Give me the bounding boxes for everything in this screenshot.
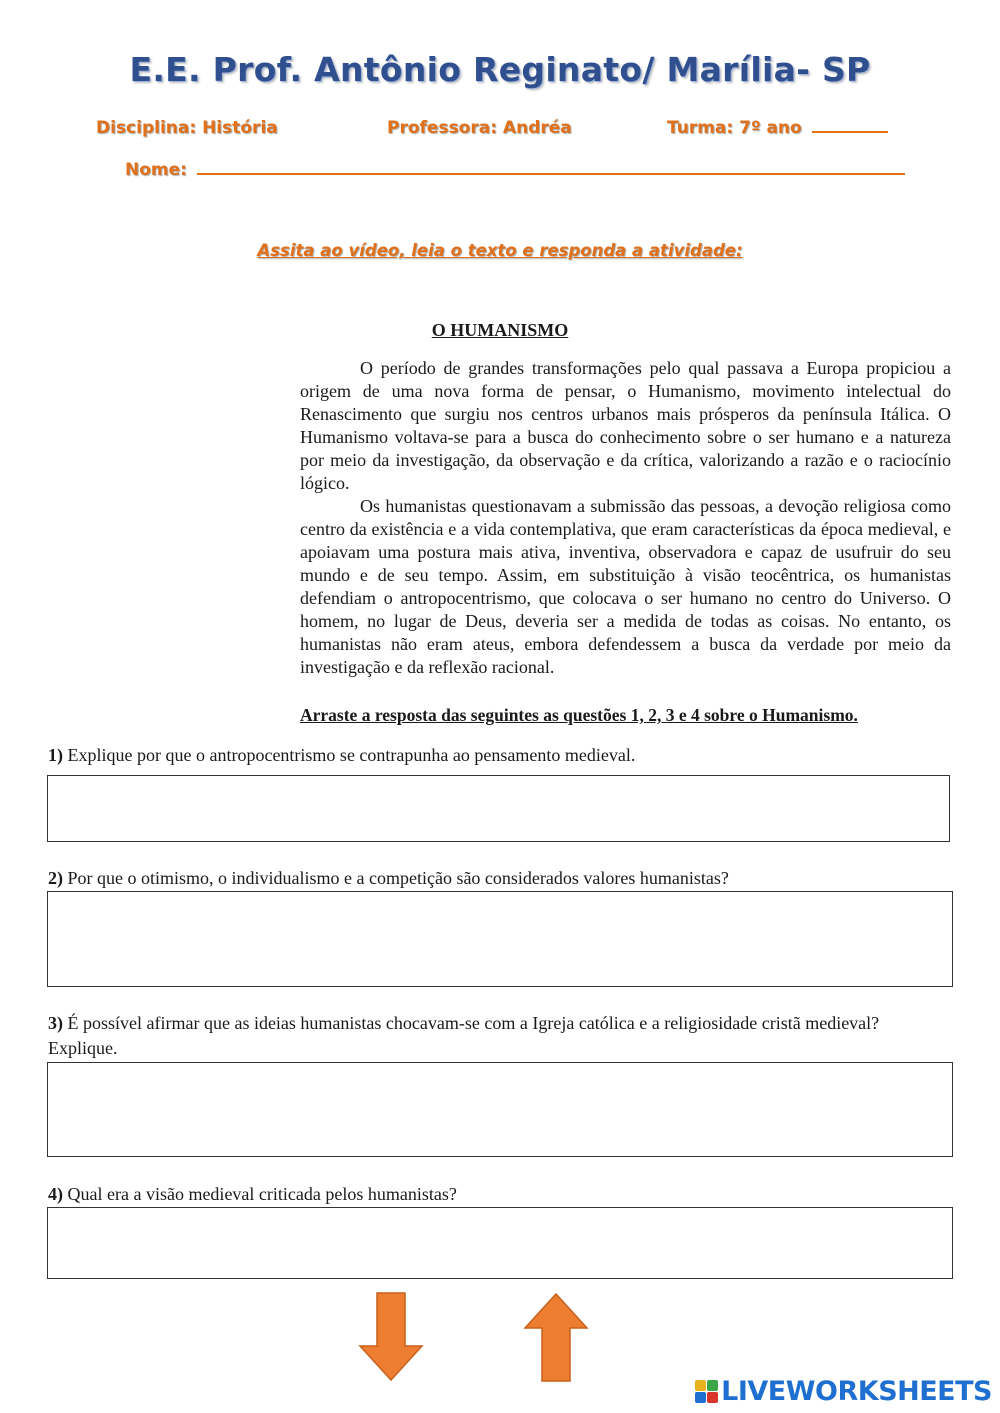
arrow-up-icon[interactable]: [523, 1292, 589, 1382]
question-text: É possível afirmar que as ideias humanistas chocavam-se com a Igreja católica e a religiosidade cristã medieval? Explique.: [48, 1013, 880, 1058]
question-number: 3): [48, 1013, 63, 1033]
discipline-label: Disciplina: História: [96, 118, 278, 138]
name-blank: [197, 173, 905, 175]
class-label: Turma: 7º ano: [667, 118, 802, 138]
question-number: 4): [48, 1184, 63, 1204]
question-3: [48, 1011, 948, 1061]
answer-box-3[interactable]: [47, 1062, 953, 1157]
logo-text: LIVEWORKSHEETS: [721, 1376, 992, 1407]
class-blank: [812, 131, 888, 133]
class-field: [667, 118, 888, 138]
teacher-label: Professora: Andréa: [387, 118, 572, 138]
school-title: E.E. Prof. Antônio Reginato/ Marília- SP: [129, 50, 871, 89]
question-2: [48, 866, 948, 891]
name-field: [125, 160, 905, 180]
question-1: [48, 743, 948, 768]
arrow-down-icon[interactable]: [358, 1292, 424, 1382]
liveworksheets-logo: [695, 1376, 992, 1407]
answer-box-4[interactable]: [47, 1207, 953, 1279]
question-text: Explique por que o antropocentrismo se contrapunha ao pensamento medieval.: [67, 745, 636, 765]
instruction-text: Assita ao vídeo, leia o texto e responda a atividade:: [257, 241, 743, 260]
paragraph-2: Os humanistas questionavam a submissão das pessoas, a devoção religiosa como centro da existência e a vida contemplativa, que eram características da época medieval, e apoiavam uma postura mais ativa, inventiva, observadora e capaz de usufruir do seu mundo e de seu tempo. Assim, em substituição à visão teocêntrica, os humanistas defendiam o antropocentrismo, que colocava o ser humano no centro do Universo. O homem, no lugar de Deus, deveria ser a medida de todas as coisas. No entanto, os humanistas não eram ateus, embora defendessem a busca da verdade por meio da investigação e da reflexão racional.: [300, 496, 951, 677]
logo-mark-icon: [695, 1380, 718, 1403]
question-text: Qual era a visão medieval criticada pelos humanistas?: [67, 1184, 457, 1204]
answer-box-2[interactable]: [47, 891, 953, 987]
answer-box-1[interactable]: [47, 775, 950, 842]
name-label: Nome:: [125, 160, 187, 180]
text-title: O HUMANISMO: [431, 320, 569, 340]
question-4: [48, 1182, 948, 1207]
question-number: 2): [48, 868, 63, 888]
question-text: Por que o otimismo, o individualismo e a competição são considerados valores humanistas?: [67, 868, 729, 888]
question-number: 1): [48, 745, 63, 765]
drag-instruction: Arraste a resposta das seguintes as questões 1, 2, 3 e 4 sobre o Humanismo.: [300, 705, 858, 725]
paragraph-1: O período de grandes transformações pelo qual passava a Europa propiciou a origem de uma nova forma de pensar, o Humanismo, movimento intelectual do Renascimento que surgiu nos centros urbanos mais prósperos da península Itálica. O Humanismo voltava-se para a busca do conhecimento sobre o ser humano e a natureza por meio da investigação, da observação e da crítica, valorizando a razão e o raciocínio lógico.: [300, 358, 951, 493]
